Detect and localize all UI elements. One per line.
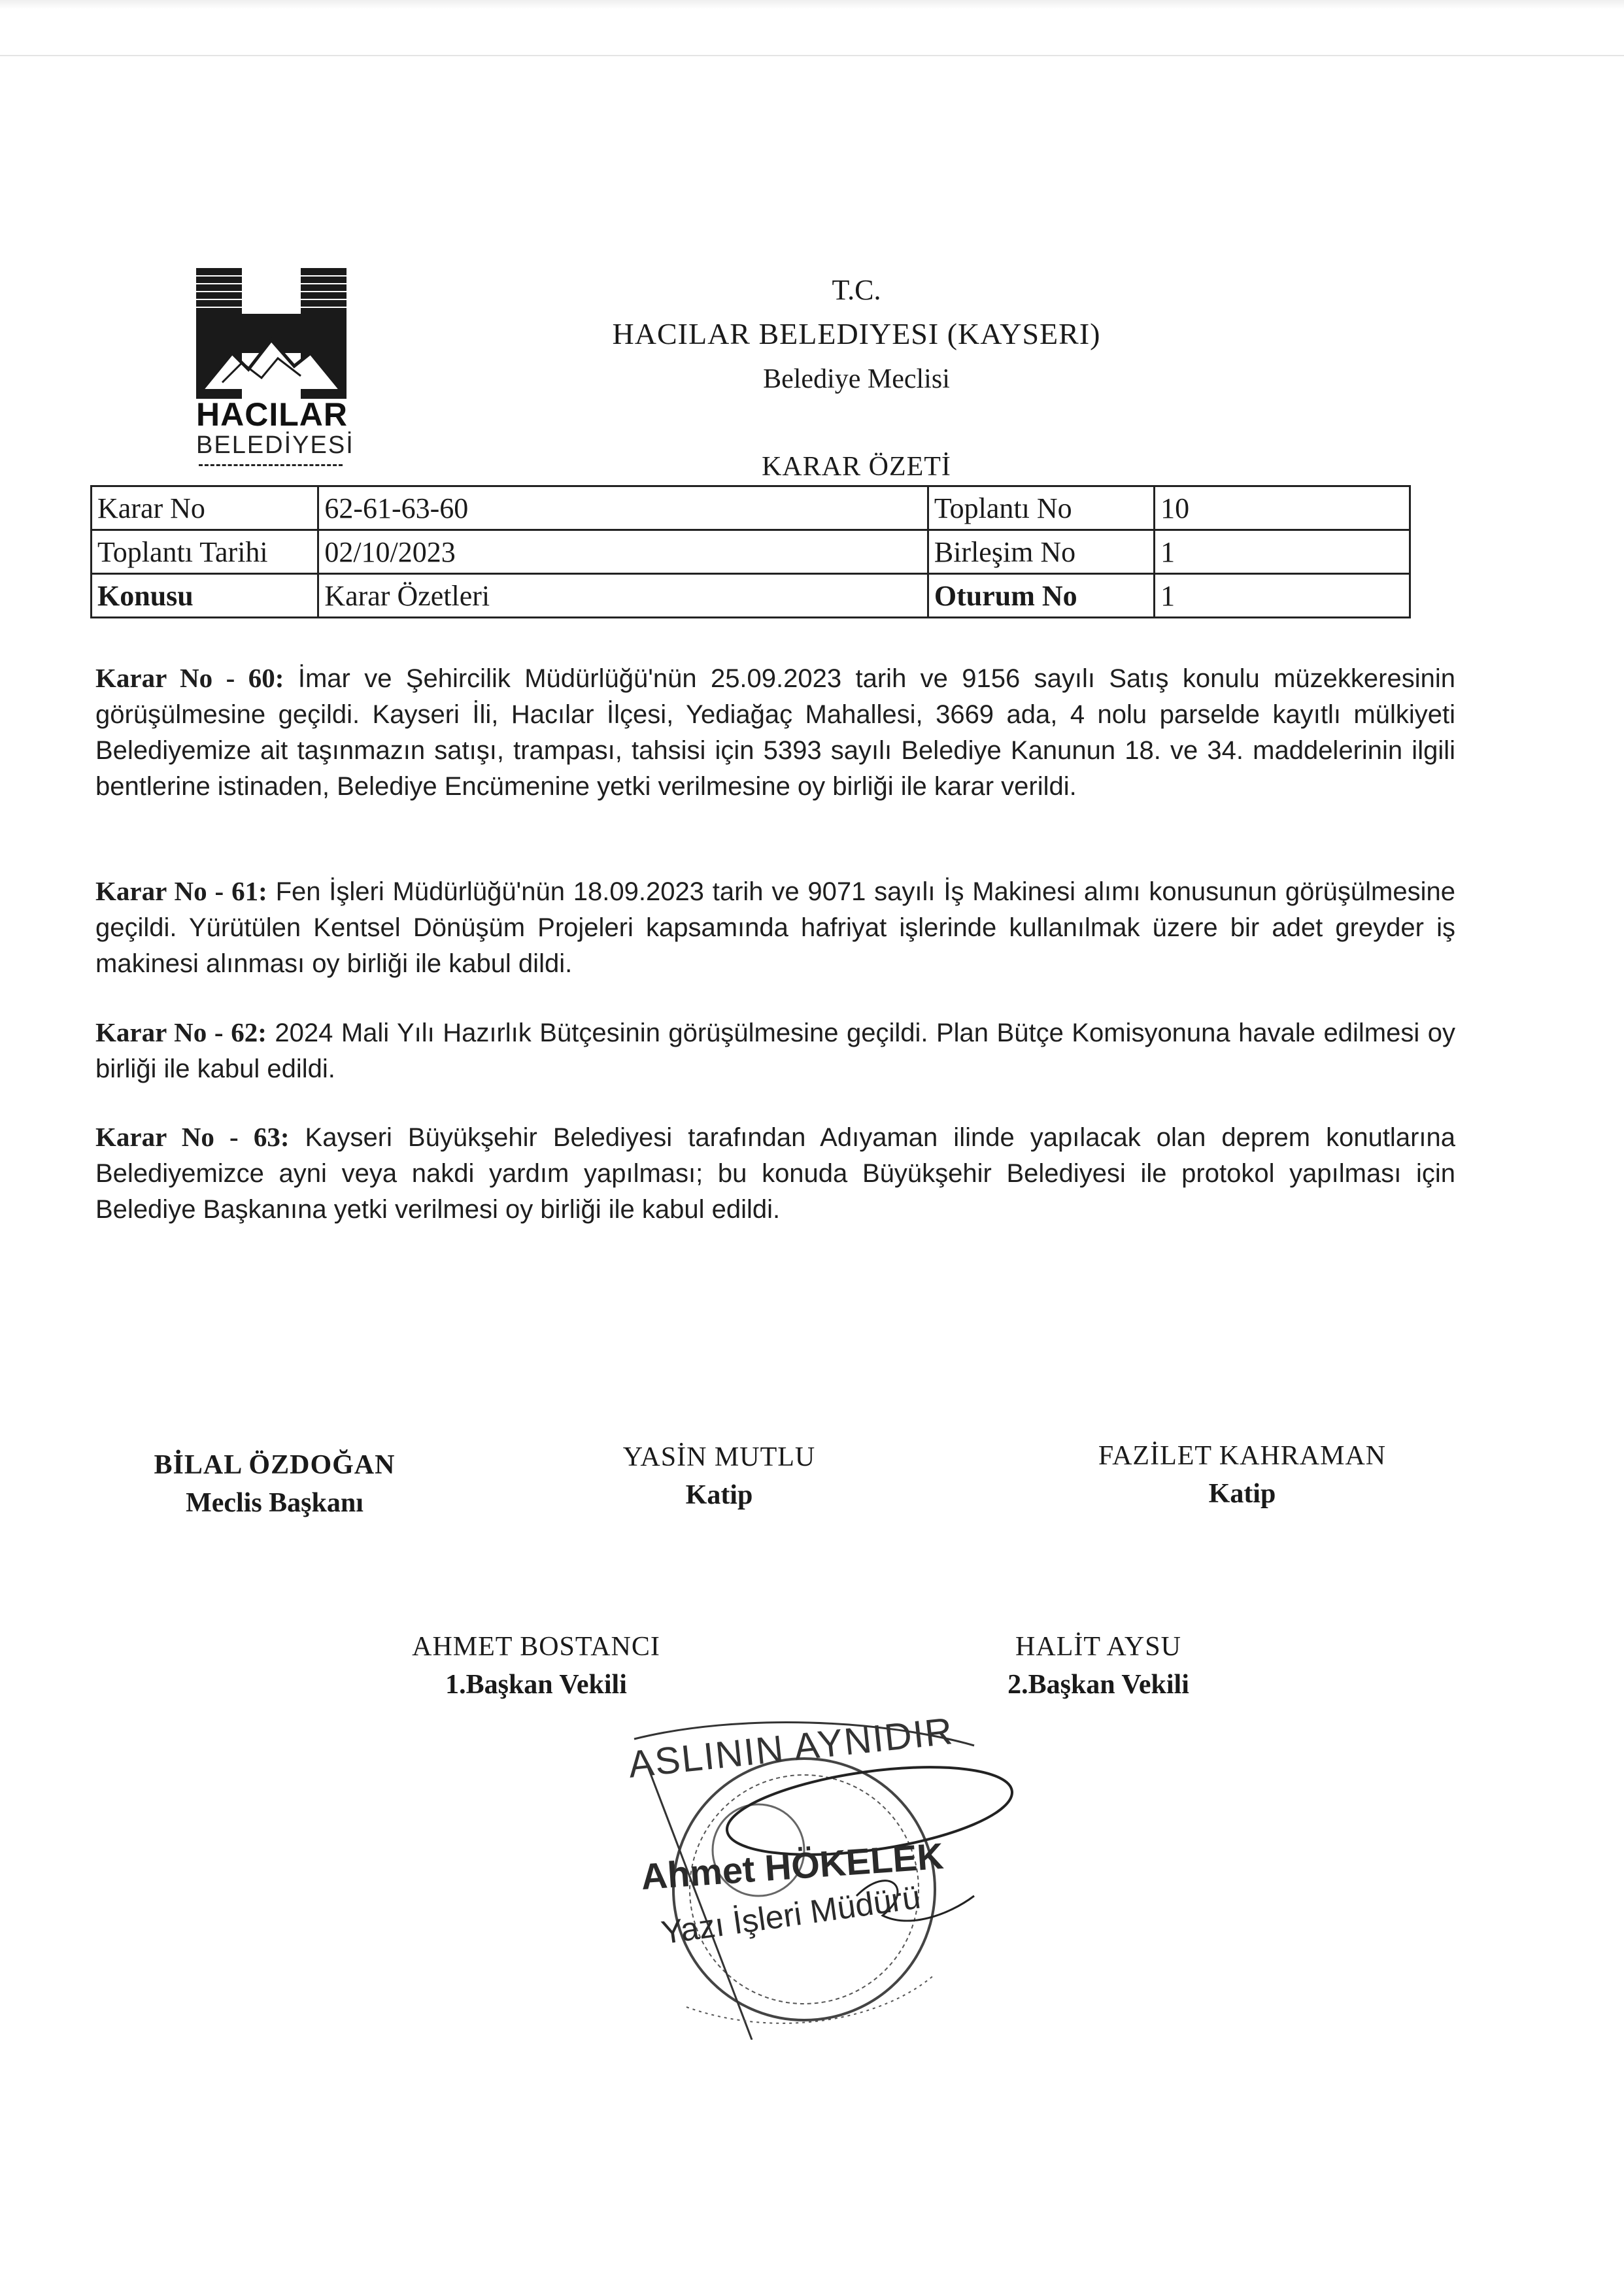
signatory-title: Katip bbox=[685, 1480, 753, 1510]
value-konusu: Karar Özetleri bbox=[318, 574, 928, 618]
scan-line bbox=[0, 55, 1624, 56]
stamp-official-title: Yazı İşleri Müdürü bbox=[659, 1878, 923, 1951]
header-tc: T.C. bbox=[832, 274, 881, 306]
label-toplanti-no: Toplantı No bbox=[928, 486, 1154, 530]
label-konusu: Konusu bbox=[92, 574, 318, 618]
decision-text: Kayseri Büyükşehir Belediyesi tarafından Adıyaman ilinde yapılacak olan deprem konutlarına Belediyemizce ayni veya nakdi yardım yapılması; bu konuda Büyükşehir Belediyesi ile protokol yapılması için Belediye Başkanına yetki verilmesi oy birliği ile kabul edildi. bbox=[95, 1123, 1455, 1224]
value-birlesim-no: 1 bbox=[1155, 530, 1410, 574]
header-council: Belediye Meclisi bbox=[763, 364, 950, 394]
meeting-info-table bbox=[90, 485, 1411, 618]
logo-name: HACILAR bbox=[196, 396, 348, 433]
header-municipality: HACILAR BELEDIYESI (KAYSERI) bbox=[612, 317, 1101, 350]
scan-edge bbox=[0, 0, 1624, 9]
table-row bbox=[92, 486, 1410, 530]
logo-underline bbox=[199, 464, 343, 466]
label-karar-no: Karar No bbox=[92, 486, 318, 530]
signatory-title: 1.Başkan Vekili bbox=[445, 1670, 627, 1700]
signature-katip-1 bbox=[536, 1438, 902, 1514]
decision-heading: Karar No - 61: bbox=[95, 876, 267, 906]
value-toplanti-tarihi: 02/10/2023 bbox=[318, 530, 928, 574]
signatory-title: Meclis Başkanı bbox=[186, 1488, 364, 1518]
signature-baskan-vekili-2 bbox=[915, 1628, 1281, 1704]
table-row bbox=[92, 530, 1410, 574]
signature-baskan-vekili-1 bbox=[353, 1628, 719, 1704]
signatory-name: FAZİLET KAHRAMAN bbox=[1098, 1441, 1387, 1471]
decision-heading: Karar No - 62: bbox=[95, 1017, 267, 1047]
signatory-title: Katip bbox=[1208, 1479, 1276, 1509]
signatory-name: BİLAL ÖZDOĞAN bbox=[154, 1450, 396, 1480]
signatory-name: AHMET BOSTANCI bbox=[412, 1632, 660, 1662]
decision-text: İmar ve Şehircilik Müdürlüğü'nün 25.09.2023 tarih ve 9156 sayılı Satış konulu müzekkeresinin görüşülmesine geçildi. Kayseri İli, Hacılar İlçesi, Yediağaç Mahallesi, 3669 ada, 4 nolu parselde kayıtlı mülkiyeti Belediyemize ait taşınmazın satışı, trampası, tahsisi için 5393 sayılı Belediye Kanunun 18. ve 34. maddelerinin ilgili bentlerine istinaden, Belediye Encümenine yetki verilmesine oy birliği ile karar verildi. bbox=[95, 664, 1455, 801]
mountain-h-icon bbox=[196, 268, 347, 399]
decision-63 bbox=[95, 1119, 1455, 1227]
document-title: KARAR ÖZETİ bbox=[762, 452, 951, 482]
decision-62 bbox=[95, 1015, 1455, 1087]
decision-heading: Karar No - 60: bbox=[95, 663, 284, 693]
value-oturum-no: 1 bbox=[1155, 574, 1410, 618]
logo-subname: BELEDİYESİ bbox=[196, 431, 354, 459]
label-birlesim-no: Birleşim No bbox=[928, 530, 1154, 574]
value-toplanti-no: 10 bbox=[1155, 486, 1410, 530]
table-row bbox=[92, 574, 1410, 618]
label-oturum-no: Oturum No bbox=[928, 574, 1154, 618]
stamp-certification-text: ASLININ AYNIDIR bbox=[626, 1710, 956, 1786]
value-karar-no: 62-61-63-60 bbox=[318, 486, 928, 530]
label-toplanti-tarihi: Toplantı Tarihi bbox=[92, 530, 318, 574]
hacilar-logo bbox=[196, 268, 366, 464]
decision-text: 2024 Mali Yılı Hazırlık Bütçesinin görüşülmesine geçildi. Plan Bütçe Komisyonuna havale edilmesi oy birliği ile kabul edildi. bbox=[95, 1019, 1455, 1083]
signature-meclis-baskani bbox=[92, 1446, 458, 1522]
stamp-official-name: Ahmet HÖKELEK bbox=[639, 1834, 945, 1898]
decision-heading: Karar No - 63: bbox=[95, 1122, 290, 1152]
signatory-name: YASİN MUTLU bbox=[622, 1442, 816, 1472]
decision-61 bbox=[95, 873, 1455, 981]
decision-60 bbox=[95, 660, 1455, 804]
signatory-title: 2.Başkan Vekili bbox=[1007, 1670, 1189, 1700]
signature-katip-2 bbox=[1059, 1437, 1425, 1513]
decision-text: Fen İşleri Müdürlüğü'nün 18.09.2023 tarih ve 9071 sayılı İş Makinesi alımı konusunun görüşülmesine geçildi. Yürütülen Kentsel Dönüşüm Projeleri kapsamında hafriyat işlerinde kullanılmak üzere bir adet greyder iş makinesi alınması oy birliği ile kabul dildi. bbox=[95, 877, 1456, 978]
official-stamp bbox=[608, 1700, 1013, 2040]
signatory-name: HALİT AYSU bbox=[1015, 1632, 1181, 1662]
